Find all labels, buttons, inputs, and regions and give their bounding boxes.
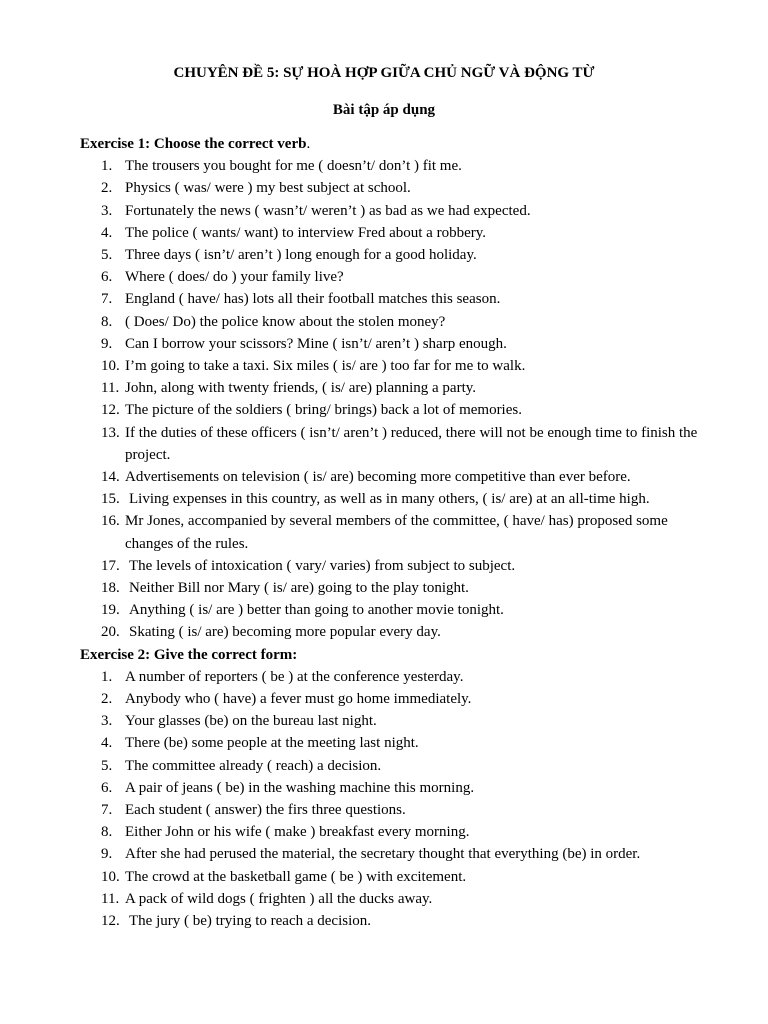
item-number: 12. [101, 402, 120, 419]
item-number: 9. [101, 335, 113, 352]
list-item [101, 888, 710, 910]
item-number: 2. [101, 691, 113, 708]
item-text: The crowd at the basketball game ( be ) with excitement. [125, 868, 467, 885]
list-item [101, 710, 710, 732]
list-item [101, 200, 710, 222]
list-item [101, 666, 710, 688]
item-number: 12. [101, 913, 120, 930]
item-text: Advertisements on television ( is/ are) becoming more competitive than ever before. [125, 469, 631, 486]
item-text: The police ( wants/ want) to interview Fred about a robbery. [125, 224, 486, 241]
exercise-2-heading: Exercise 2: Give the correct form: [80, 646, 298, 663]
item-number: 18. [101, 580, 120, 597]
item-text: The committee already ( reach) a decision. [125, 757, 382, 774]
item-text: John, along with twenty friends, ( is/ are) planning a party. [125, 380, 477, 397]
item-number: 14. [101, 469, 120, 486]
item-number: 8. [101, 824, 113, 841]
item-text: Mr Jones, accompanied by several members of the committee, ( have/ has) proposed some changes of the rules. [125, 513, 668, 552]
document-body [80, 133, 710, 932]
exercise-1-list [80, 155, 710, 643]
item-number: 9. [101, 846, 113, 863]
list-item [101, 355, 710, 377]
document-subtitle: Bài tập áp dụng [332, 102, 436, 118]
list-item [101, 422, 710, 466]
item-number: 11. [101, 380, 120, 397]
item-number: 20. [101, 624, 120, 641]
item-text: Neither Bill nor Mary ( is/ are) going to the play tonight. [129, 580, 469, 597]
item-text: Can I borrow your scissors? Mine ( isn’t/ aren’t ) sharp enough. [125, 335, 507, 352]
item-text: A pair of jeans ( be) in the washing machine this morning. [125, 779, 475, 796]
item-number: 16. [101, 513, 120, 530]
item-text: England ( have/ has) lots all their football matches this season. [125, 291, 501, 308]
item-number: 19. [101, 602, 120, 619]
item-text: Either John or his wife ( make ) breakfast every morning. [125, 824, 470, 841]
item-text: Three days ( isn’t/ aren’t ) long enough for a good holiday. [125, 247, 477, 263]
item-number: 17. [101, 557, 120, 574]
item-text: Each student ( answer) the firs three questions. [125, 802, 406, 819]
item-text: The picture of the soldiers ( bring/ brings) back a lot of memories. [125, 402, 522, 419]
list-item [101, 377, 710, 399]
list-item [101, 599, 710, 621]
item-text: Living expenses in this country, as well as in many others, ( is/ are) at an all-time high. [129, 491, 650, 508]
list-item [101, 866, 710, 888]
list-item [101, 799, 710, 821]
list-item [101, 843, 710, 865]
item-number: 7. [101, 802, 113, 819]
item-text: A number of reporters ( be ) at the conference yesterday. [125, 668, 464, 685]
list-item [101, 155, 710, 177]
list-item [101, 910, 710, 932]
exercise-1-heading-suffix: . [306, 136, 311, 152]
document-title: CHUYÊN ĐỀ 5: SỰ HOÀ HỢP GIỮA CHỦ NGỮ VÀ ĐỘNG TỪ [173, 65, 595, 81]
item-text: The levels of intoxication ( vary/ varies) from subject to subject. [129, 557, 516, 574]
item-text: Anything ( is/ are ) better than going to another movie tonight. [129, 602, 504, 619]
list-item [101, 821, 710, 843]
list-item [101, 244, 710, 266]
item-text: There (be) some people at the meeting last night. [125, 735, 419, 752]
exercise-2-list [80, 666, 710, 932]
item-text: Your glasses (be) on the bureau last night. [125, 713, 377, 730]
list-item [101, 621, 710, 643]
list-item [101, 688, 710, 710]
item-number: 6. [101, 269, 113, 286]
exercise-1-heading [80, 133, 710, 155]
item-text: Fortunately the news ( wasn’t/ weren’t ) as bad as we had expected. [125, 202, 531, 219]
list-item [101, 577, 710, 599]
list-item [101, 755, 710, 777]
list-item [101, 555, 710, 577]
item-number: 1. [101, 158, 113, 175]
exercise-1-heading-text: Exercise 1: Choose the correct verb [80, 136, 307, 152]
list-item [101, 266, 710, 288]
item-number: 4. [101, 224, 113, 241]
item-text: Skating ( is/ are) becoming more popular every day. [129, 624, 441, 641]
list-item [101, 732, 710, 754]
item-text: If the duties of these officers ( isn’t/ aren’t ) reduced, there will not be enough time to finish the project. [125, 424, 698, 463]
item-text: A pack of wild dogs ( frighten ) all the ducks away. [125, 890, 433, 907]
item-number: 4. [101, 735, 113, 752]
item-number: 2. [101, 180, 113, 197]
list-item [101, 510, 710, 554]
list-item [101, 177, 710, 199]
list-item [101, 333, 710, 355]
item-number: 5. [101, 247, 113, 263]
list-item [101, 288, 710, 310]
list-item [101, 222, 710, 244]
item-text: Physics ( was/ were ) my best subject at school. [125, 180, 411, 197]
item-text: The jury ( be) trying to reach a decision. [129, 913, 371, 930]
item-number: 11. [101, 890, 120, 907]
item-number: 15. [101, 491, 120, 508]
item-number: 6. [101, 779, 113, 796]
list-item [101, 777, 710, 799]
item-number: 7. [101, 291, 113, 308]
item-text: ( Does/ Do) the police know about the stolen money? [125, 313, 446, 330]
list-item [101, 488, 710, 510]
item-number: 13. [101, 424, 120, 441]
item-text: I’m going to take a taxi. Six miles ( is/ are ) too far for me to walk. [125, 358, 526, 375]
list-item [101, 399, 710, 421]
item-number: 5. [101, 757, 113, 774]
item-number: 1. [101, 668, 113, 685]
item-number: 10. [101, 358, 120, 375]
item-text: Anybody who ( have) a fever must go home immediately. [125, 691, 472, 708]
item-number: 8. [101, 313, 113, 330]
item-text: The trousers you bought for me ( doesn’t/ don’t ) fit me. [125, 158, 462, 175]
item-text: Where ( does/ do ) your family live? [125, 269, 344, 286]
item-number: 3. [101, 713, 113, 730]
list-item [101, 466, 710, 488]
list-item [101, 311, 710, 333]
item-number: 10. [101, 868, 120, 885]
item-number: 3. [101, 202, 113, 219]
item-text: After she had perused the material, the secretary thought that everything (be) in order. [125, 846, 641, 863]
